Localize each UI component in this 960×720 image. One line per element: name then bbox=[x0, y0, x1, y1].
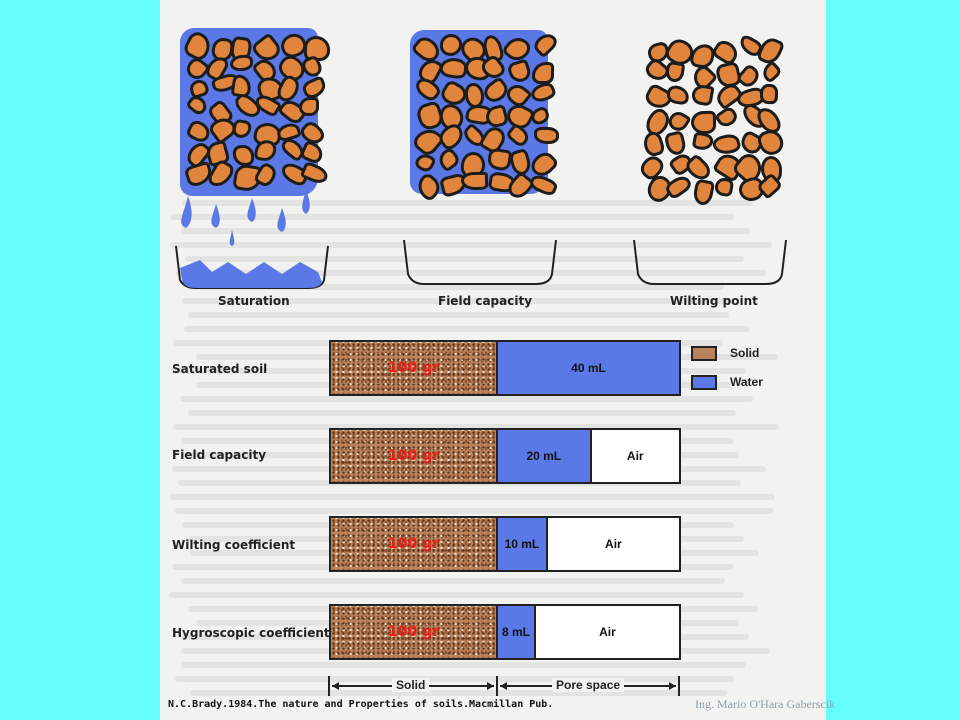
soil-grain bbox=[711, 132, 742, 157]
soil-grain bbox=[691, 131, 714, 152]
axis-label-pore-space: Pore space bbox=[552, 678, 624, 692]
background-text-line bbox=[169, 592, 744, 598]
solid-segment bbox=[331, 518, 498, 570]
water-segment bbox=[498, 430, 591, 482]
soil-grain bbox=[641, 130, 666, 158]
author-watermark: Ing. Mario O'Hara Gaberscik bbox=[695, 697, 836, 711]
water-segment bbox=[498, 342, 679, 394]
air-label: Air bbox=[605, 537, 622, 551]
water-segment bbox=[498, 606, 536, 658]
water-segment bbox=[498, 518, 548, 570]
water-volume-label: 10 mL bbox=[504, 537, 540, 551]
water-volume-label: 8 mL bbox=[501, 625, 530, 639]
solid-segment bbox=[331, 606, 498, 658]
soil-grain bbox=[665, 61, 686, 84]
solid-mass-label: 100 gr bbox=[388, 536, 440, 552]
textbook-page bbox=[160, 0, 826, 720]
solid-segment bbox=[331, 430, 498, 482]
water-volume-label: 40 mL bbox=[571, 361, 606, 375]
soil-grain bbox=[759, 84, 778, 105]
background-text-line bbox=[170, 494, 775, 500]
saturated-soil-bar bbox=[329, 340, 681, 396]
legend-swatch-water bbox=[691, 375, 717, 390]
background-text-line bbox=[188, 410, 736, 416]
soil-grain bbox=[756, 127, 787, 159]
air-segment bbox=[536, 606, 679, 658]
field-capacity-beaker bbox=[400, 238, 560, 298]
hygroscopic-coefficient-bar bbox=[329, 604, 681, 660]
row-label-hygroscopic-coefficient: Hygroscopic coefficient bbox=[172, 626, 330, 640]
air-label: Air bbox=[599, 625, 616, 639]
soil-grain bbox=[691, 179, 714, 207]
soil-grain bbox=[691, 111, 716, 134]
field-capacity-panel bbox=[400, 24, 560, 308]
background-text-line bbox=[188, 312, 729, 318]
solid-mass-label: 100 gr bbox=[388, 448, 440, 464]
stage-label-wilting-point: Wilting point bbox=[670, 294, 758, 308]
saturation-drips-beaker bbox=[172, 184, 332, 294]
wilting-point-beaker bbox=[630, 238, 790, 298]
background-text-line bbox=[184, 326, 749, 332]
soil-grain bbox=[690, 84, 714, 107]
solid-segment bbox=[331, 342, 498, 394]
legend-label-solid: Solid bbox=[730, 346, 760, 360]
stage-label-field-capacity: Field capacity bbox=[438, 294, 533, 308]
air-segment bbox=[592, 430, 679, 482]
soil-grain bbox=[714, 105, 740, 130]
soil-grain bbox=[735, 62, 762, 90]
background-text-line bbox=[181, 662, 746, 668]
soil-grain bbox=[299, 97, 319, 116]
soil-grain bbox=[532, 62, 554, 84]
solid-mass-label: 100 gr bbox=[388, 360, 440, 376]
air-label: Air bbox=[626, 449, 644, 463]
saturation-panel bbox=[172, 24, 332, 308]
background-text-line bbox=[175, 508, 773, 514]
stage-label-saturation: Saturation bbox=[218, 294, 290, 308]
wilting-coefficient-bar bbox=[329, 516, 681, 572]
row-label-saturated-soil: Saturated soil bbox=[172, 362, 268, 376]
source-credit: N.C.Brady.1984.The nature and Properties of soils.Macmillan Pub. bbox=[168, 699, 554, 710]
wilting-point-panel bbox=[630, 24, 790, 308]
soil-grain bbox=[759, 60, 783, 84]
legend-label-water: Water bbox=[730, 375, 763, 389]
solid-mass-label: 100 gr bbox=[388, 624, 440, 640]
axis-label-solid: Solid bbox=[392, 678, 429, 692]
row-label-field-capacity: Field capacity bbox=[172, 448, 267, 462]
background-text-line bbox=[180, 396, 753, 402]
water-volume-label: 20 mL bbox=[526, 449, 562, 463]
legend-swatch-solid bbox=[691, 346, 717, 361]
background-text-line bbox=[181, 578, 725, 584]
row-label-wilting-coefficient: Wilting coefficient bbox=[172, 538, 296, 552]
air-segment bbox=[548, 518, 679, 570]
field-capacity-bar bbox=[329, 428, 681, 484]
